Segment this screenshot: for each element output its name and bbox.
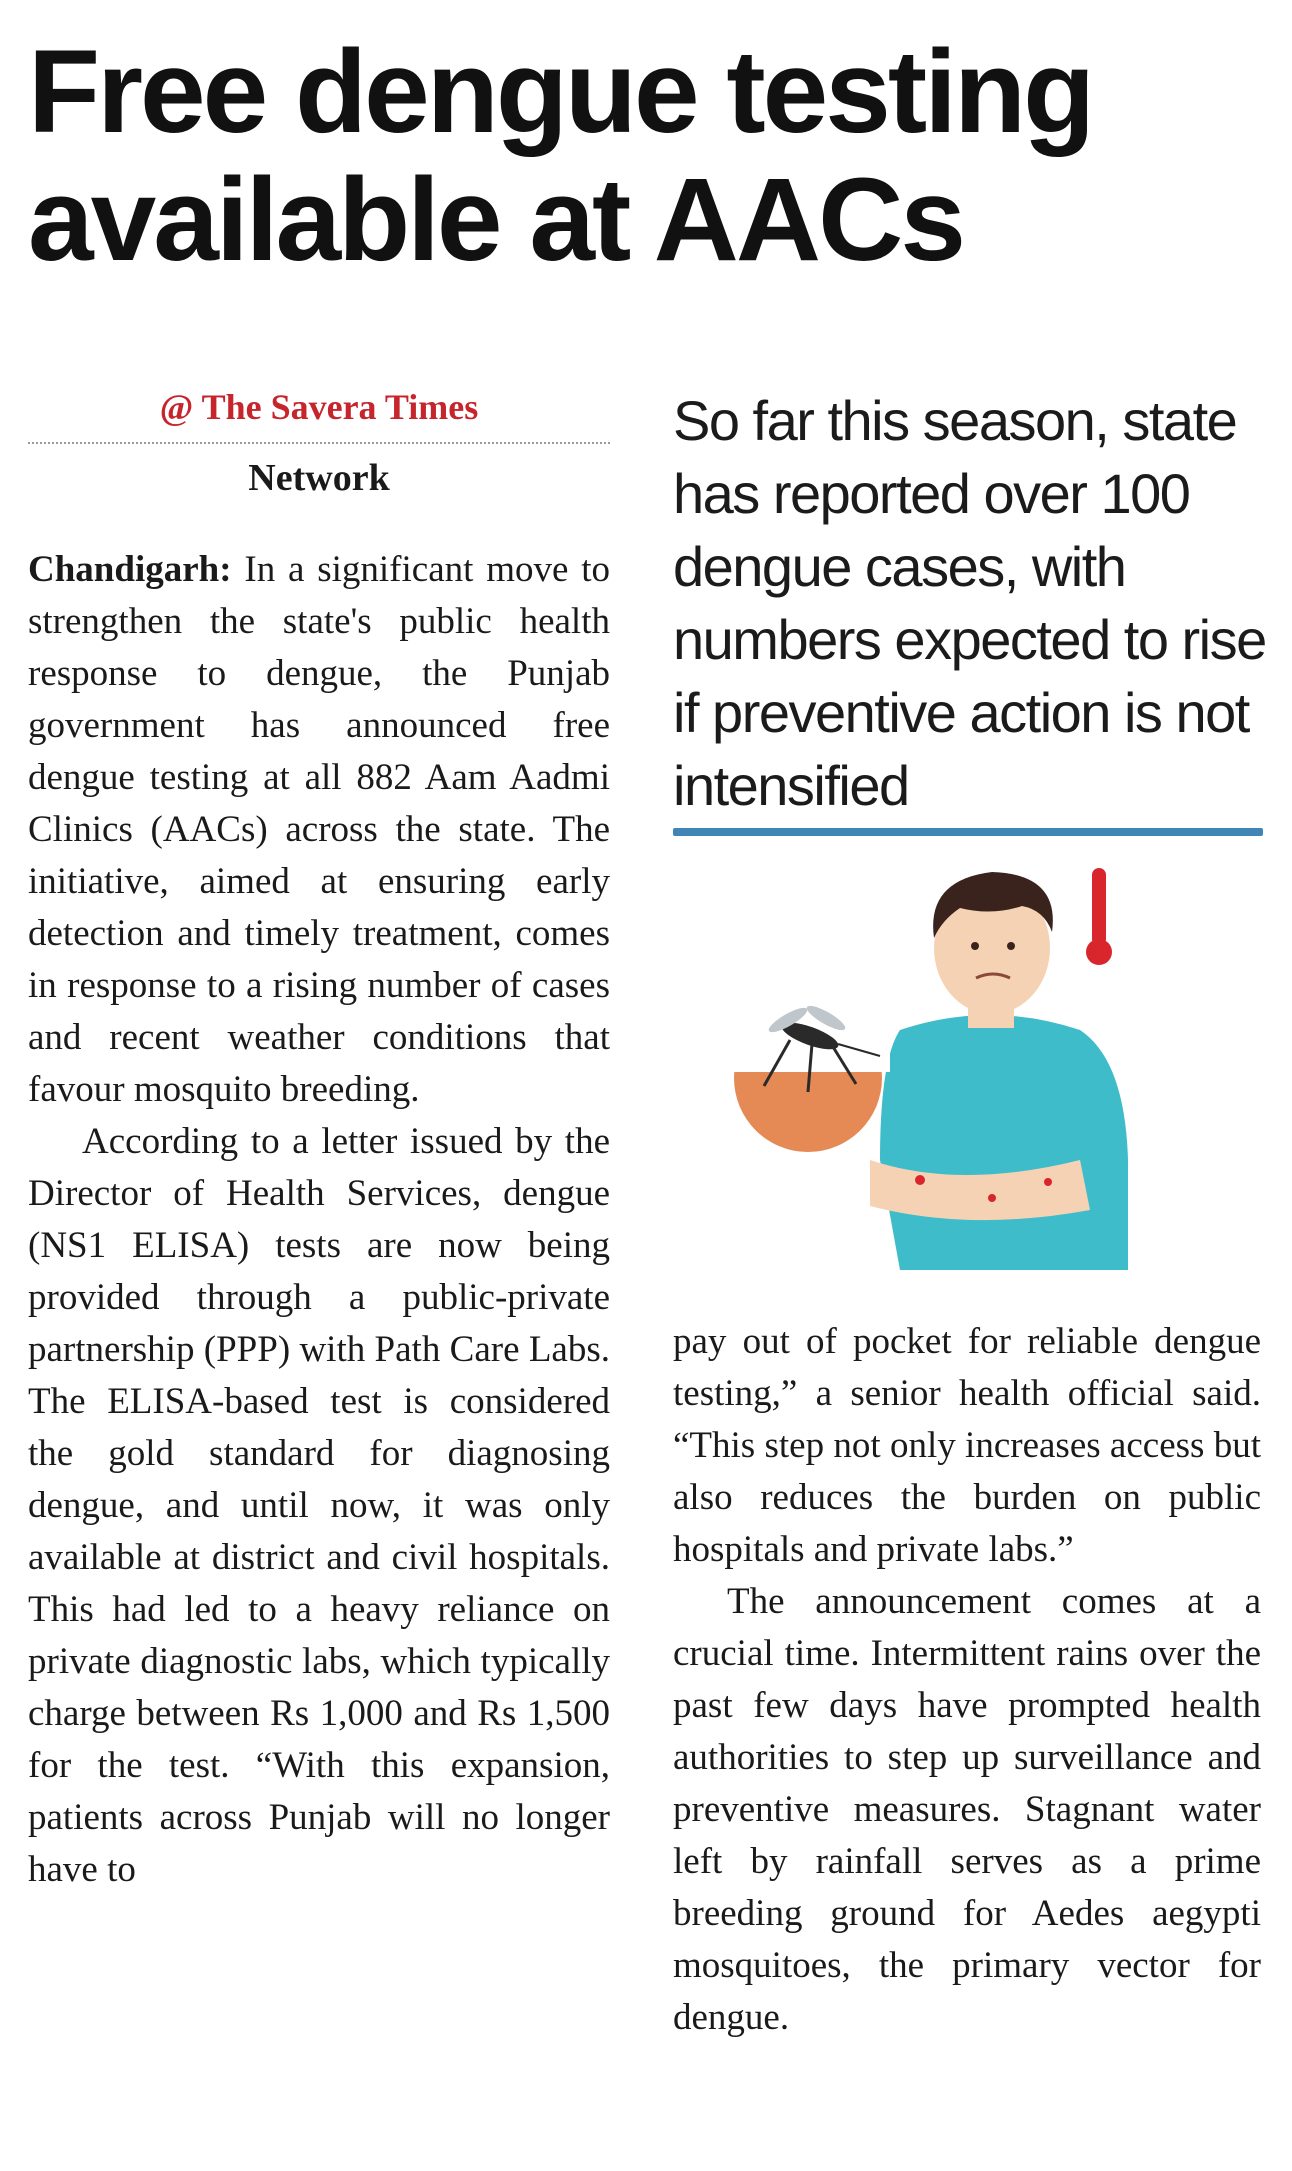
paragraph-text: In a significant move to strengthen the state's public health response to dengue, the Punjab government has announced free dengue testing at all 882 Aam Aadmi Clinics (AACs) across the state. The initiative, aimed at ensuring early detection and timely treatment, comes in response to a rising number of cases and recent weather conditions that favour mosquito breeding.	[28, 549, 610, 1110]
byline-block	[28, 382, 610, 504]
headline-line-2: available at AACs	[28, 154, 963, 286]
headline	[28, 28, 1268, 284]
byline-desk: Network	[248, 457, 390, 499]
article-column-right	[673, 1316, 1261, 2044]
article-paragraph	[28, 544, 610, 1116]
fever-patient-mosquito-illustration	[730, 860, 1190, 1280]
thermometer-icon	[1086, 868, 1112, 965]
article-column-left	[28, 544, 610, 1896]
mosquito-bite-icon	[730, 1002, 890, 1152]
article-paragraph: pay out of pocket for reliable dengue testing,” a senior health official said. “This step not only increases access but also reduces the burden on public hospitals and private labs.”	[673, 1321, 1261, 1570]
pull-quote: So far this season, state has reported over 100 dengue cases, with numbers expected to rise if preventive action is not intensified	[673, 389, 1266, 817]
article-paragraph: The announcement comes at a crucial time. Intermittent rains over the past few days have prompted health authorities to step up surveillance and preventive measures. Stagnant water left by rainfall serves as a prime breeding ground for Aedes aegypti mosquitoes, the primary vector for dengue.	[673, 1581, 1261, 2038]
patient-figure	[870, 872, 1128, 1270]
byline-divider	[28, 442, 610, 444]
dateline: Chandigarh:	[28, 549, 232, 590]
pull-quote-rule	[673, 828, 1263, 836]
headline-line-1: Free dengue testing	[28, 26, 1093, 158]
byline: @ The Savera Times	[159, 387, 479, 427]
article-paragraph: According to a letter issued by the Director of Health Services, dengue (NS1 ELISA) tests are now being provided through a public-private partnership (PPP) with Path Care Labs. The ELISA-based test is considered the gold standard for diagnosing dengue, and until now, it was only available at district and civil hospitals. This had led to a heavy reliance on private diagnostic labs, which typically charge between Rs 1,000 and Rs 1,500 for the test. “With this expansion, patients across Punjab will no longer have to	[28, 1121, 610, 1890]
